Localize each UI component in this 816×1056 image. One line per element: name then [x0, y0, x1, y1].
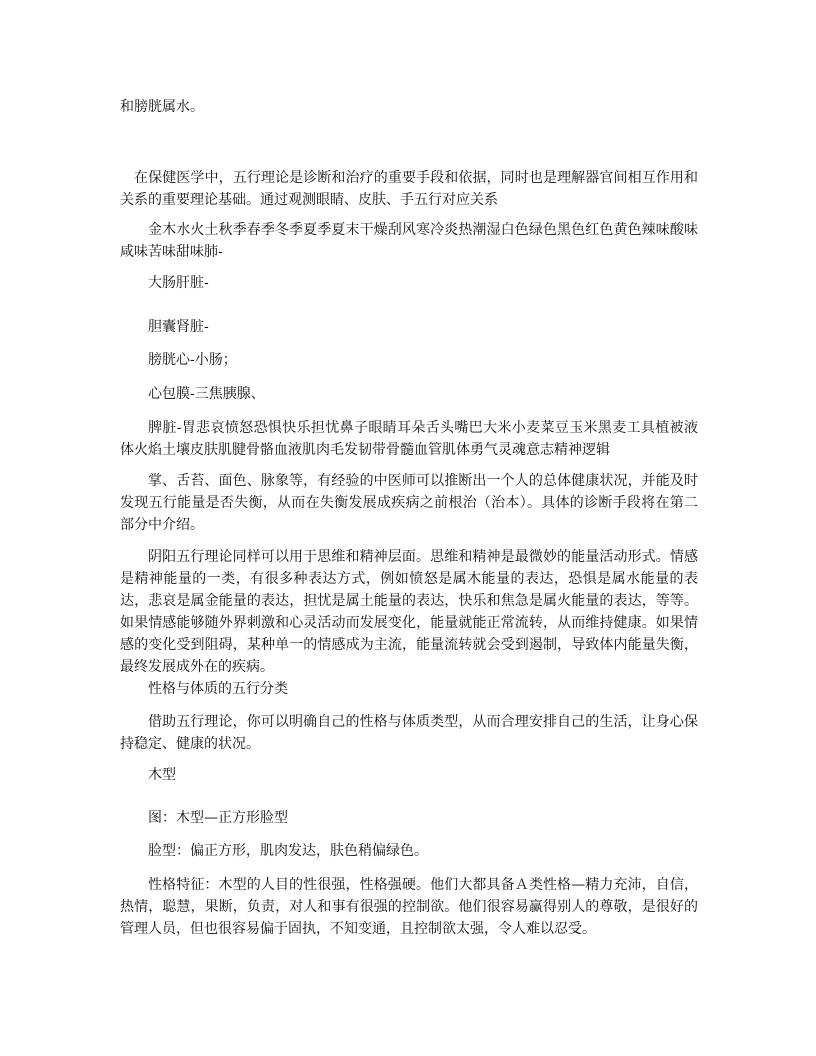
paragraph-1: 和膀胱属水。: [120, 99, 204, 115]
paragraph-10: 阴阳五行理论同样可以用于思维和精神层面。思维和精神是最微妙的能量活动形式。情感是精神能量的一类，有很多种表达方式，例如愤怒是属木能量的表达，恐惧是属水能量的表达，悲哀是属金能量的表达，担忧是属土能量的表达，快乐和焦急是属火能量的表达，等等。如果情感能够随外界刺激和心灵活动而发展变化，能量就能正常流转，从而维持健康。如果情感的变化受到阻碍，某种单一的情感成为主流，能量流转就会受到遏制，导致体内能量失衡，最终发展成外在的疾病。: [120, 549, 698, 675]
paragraph-5: 胆囊肾脏-: [148, 319, 209, 335]
paragraph-3: 金木水火土秋季春季冬季夏季夏末干燥刮风寒冷炎热潮湿白色绿色黑色红色黄色辣味酸味咸味苦味甜味肺-: [120, 222, 698, 260]
paragraph-8: 脾脏-胃悲哀愤怒恐惧快乐担忧鼻子眼睛耳朵舌头嘴巴大米小麦菜豆玉米黑麦工具植被液体火焰土壤皮肤肌腱骨骼血液肌肉毛发韧带骨髓血管肌体勇气灵魂意志精神逻辑: [120, 420, 698, 458]
paragraph-2: 在保健医学中，五行理论是诊断和治疗的重要手段和依据，同时也是理解器官间相互作用和关系的重要理论基础。通过观测眼睛、皮肤、手五行对应关系: [120, 170, 698, 208]
paragraph-11: 性格与体质的五行分类: [148, 681, 288, 697]
paragraph-6: 膀胱心-小肠；: [148, 352, 237, 368]
paragraph-7: 心包膜-三焦胰腺、: [148, 386, 265, 402]
paragraph-4: 大肠肝脏-: [148, 275, 209, 291]
paragraph-9: 掌、舌苔、面色、脉象等，有经验的中医师可以推断出一个人的总体健康状况，并能及时发现五行能量是否失衡，从而在失衡发展成疾病之前根治（治本）。具体的诊断手段将在第二部分中介绍。: [120, 473, 698, 533]
paragraph-15: 脸型：偏正方形，肌肉发达，肤色稍偏绿色。: [148, 843, 428, 859]
paragraph-14: 图：木型—正方形脸型: [148, 810, 288, 826]
paragraph-12: 借助五行理论，你可以明确自己的性格与体质类型，从而合理安排自己的生活，让身心保持稳定、健康的状况。: [120, 714, 698, 752]
paragraph-13: 木型: [148, 767, 176, 783]
paragraph-16: 性格特征：木型的人目的性很强，性格强硬。他们大都具备Ａ类性格—精力充沛，自信，热情，聪慧，果断，负责，对人和事有很强的控制欲。他们很容易赢得别人的尊敬，是很好的管理人员，但也很容易偏于固执，不知变通，且控制欲太强，令人难以忍受。: [120, 877, 698, 937]
